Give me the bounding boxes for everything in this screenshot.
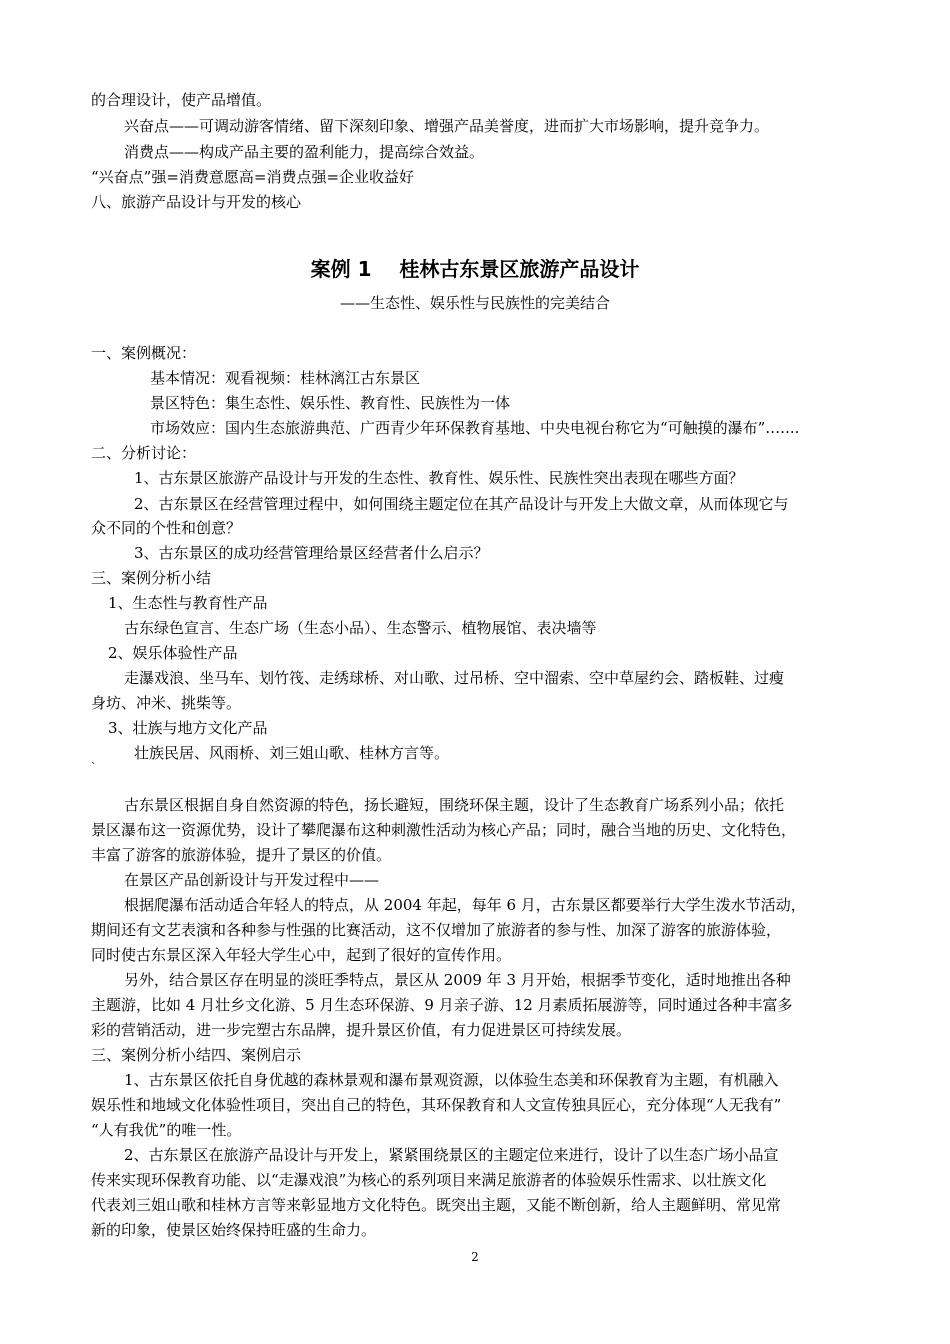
body-paragraph-3-line-1: 根据爬瀑布活动适合年轻人的特点，从 2004 年起，每年 6 月，古东景区都要举行大学生泼水节活动， xyxy=(124,896,806,914)
discussion-q2-line2: 众不同的个性和创意？ xyxy=(91,519,242,537)
intro-line-3: 消费点——构成产品主要的盈利能力，提高综合效益。 xyxy=(124,143,485,161)
body-paragraph-4-line-3: 彩的营销活动，进一步完塑古东品牌，提升景区价值，有力促进景区可持续发展。 xyxy=(91,1021,632,1039)
overview-effect: 市场效应：国内生态旅游典范、广西青少年环保教育基地、中央电视台称它为“可触摸的瀑布”.…... xyxy=(150,419,800,437)
summary-heading: 三、案例分析小结 xyxy=(91,569,212,587)
insight-2-line-4: 新的印象，使景区始终保持旺盛的生命力。 xyxy=(91,1221,377,1239)
summary-item-1: 1、生态性与教育性产品 xyxy=(108,594,268,612)
overview-features: 景区特色：集生态性、娱乐性、教育性、民族性为一体 xyxy=(150,394,511,412)
insight-1-line-1: 1、古东景区依托自身优越的森林景观和瀑布景观资源，以体验生态美和环保教育为主题，有机融入 xyxy=(124,1071,779,1089)
insights-heading: 三、案例分析小结四、案例启示 xyxy=(91,1046,302,1064)
insight-1-line-2: 娱乐性和地域文化体验性项目，突出自己的特色，其环保教育和人文宣传独具匠心，充分体现“人无我有” xyxy=(91,1096,782,1114)
summary-item-1-detail: 古东绿色宣言、生态广场（生态小品）、生态警示、植物展馆、表决墙等 xyxy=(124,619,597,637)
case-subtitle: ——生态性、娱乐性与民族性的完美结合 xyxy=(339,294,610,312)
body-paragraph-4-line-2: 主题游，比如 4 月壮乡文化游、5 月生态环保游、9 月亲子游、12 月素质拓展游等，同时通过各种丰富多 xyxy=(91,996,793,1014)
insight-2-line-2: 传来实现环保教育功能、以“走瀑戏浪”为核心的系列项目来满足旅游者的体验娱乐性需求、以壮族文化 xyxy=(91,1171,767,1189)
body-paragraph-3-line-2: 期间还有文艺表演和各种参与性强的比赛活动，这不仅增加了旅游者的参与性、加深了游客的旅游体验， xyxy=(91,921,782,939)
summary-item-3-detail: 壮族民居、风雨桥、刘三姐山歌、桂林方言等。 xyxy=(134,744,450,762)
summary-item-2-detail-1: 走瀑戏浪、坐马车、划竹筏、走绣球桥、对山歌、过吊桥、空中溜索、空中草屋约会、踏板鞋、过瘦 xyxy=(124,669,785,687)
discussion-q1: 1、古东景区旅游产品设计与开发的生态性、教育性、娱乐性、民族性突出表现在哪些方面？ xyxy=(134,469,744,487)
body-paragraph-4-line-1: 另外，结合景区存在明显的淡旺季特点，景区从 2009 年 3 月开始，根据季节变化，适时地推出各种 xyxy=(124,971,791,989)
body-paragraph-1-line-3: 丰富了游客的旅游体验，提升了景区的价值。 xyxy=(91,846,392,864)
body-paragraph-2: 在景区产品创新设计与开发过程中—— xyxy=(124,871,380,889)
section-heading-8: 八、旅游产品设计与开发的核心 xyxy=(91,193,302,211)
summary-item-2: 2、娱乐体验性产品 xyxy=(108,644,238,662)
discussion-heading: 二、分析讨论： xyxy=(91,444,197,462)
insight-2-line-3: 代表刘三姐山歌和桂林方言等来彰显地方文化特色。既突出主题，又能不断创新，给人主题鲜明、常见常 xyxy=(91,1196,782,1214)
case-title: 案例 1 桂林古东景区旅游产品设计 xyxy=(310,257,640,281)
stray-mark: ` xyxy=(91,761,97,774)
overview-heading: 一、案例概况： xyxy=(91,344,197,362)
insight-1-line-3: “人有我优”的唯一性。 xyxy=(91,1121,242,1139)
discussion-q2-line1: 2、古东景区在经营管理过程中，如何围绕主题定位在其产品设计与开发上大做文章，从而体现它与 xyxy=(134,495,789,513)
body-paragraph-1-line-1: 古东景区根据自身自然资源的特色，扬长避短，围绕环保主题，设计了生态教育广场系列小品；依托 xyxy=(124,796,785,814)
body-paragraph-3-line-3: 同时使古东景区深入年轻大学生心中，起到了很好的宣传作用。 xyxy=(91,946,512,964)
intro-line-2: 兴奋点——可调动游客情绪、留下深刻印象、增强产品美誉度，进而扩大市场影响，提升竞争力。 xyxy=(124,117,770,135)
overview-basic: 基本情况：观看视频：桂林漓江古东景区 xyxy=(150,369,421,387)
page-number: 2 xyxy=(471,1250,479,1264)
insight-2-line-1: 2、古东景区在旅游产品设计与开发上，紧紧围绕景区的主题定位来进行，设计了以生态广场小品宣 xyxy=(124,1146,779,1164)
body-paragraph-1-line-2: 景区瀑布这一资源优势，设计了攀爬瀑布这种刺激性活动为核心产品；同时，融合当地的历史、文化特色， xyxy=(91,821,797,839)
summary-item-3: 3、壮族与地方文化产品 xyxy=(108,719,268,737)
summary-item-2-detail-2: 身坊、冲米、挑柴等。 xyxy=(91,694,242,712)
discussion-q3: 3、古东景区的成功经营管理给景区经营者什么启示？ xyxy=(134,544,489,562)
intro-line-1: 的合理设计，使产品增值。 xyxy=(91,91,272,109)
intro-line-4: “兴奋点”强=消费意愿高=消费点强=企业收益好 xyxy=(91,168,415,186)
